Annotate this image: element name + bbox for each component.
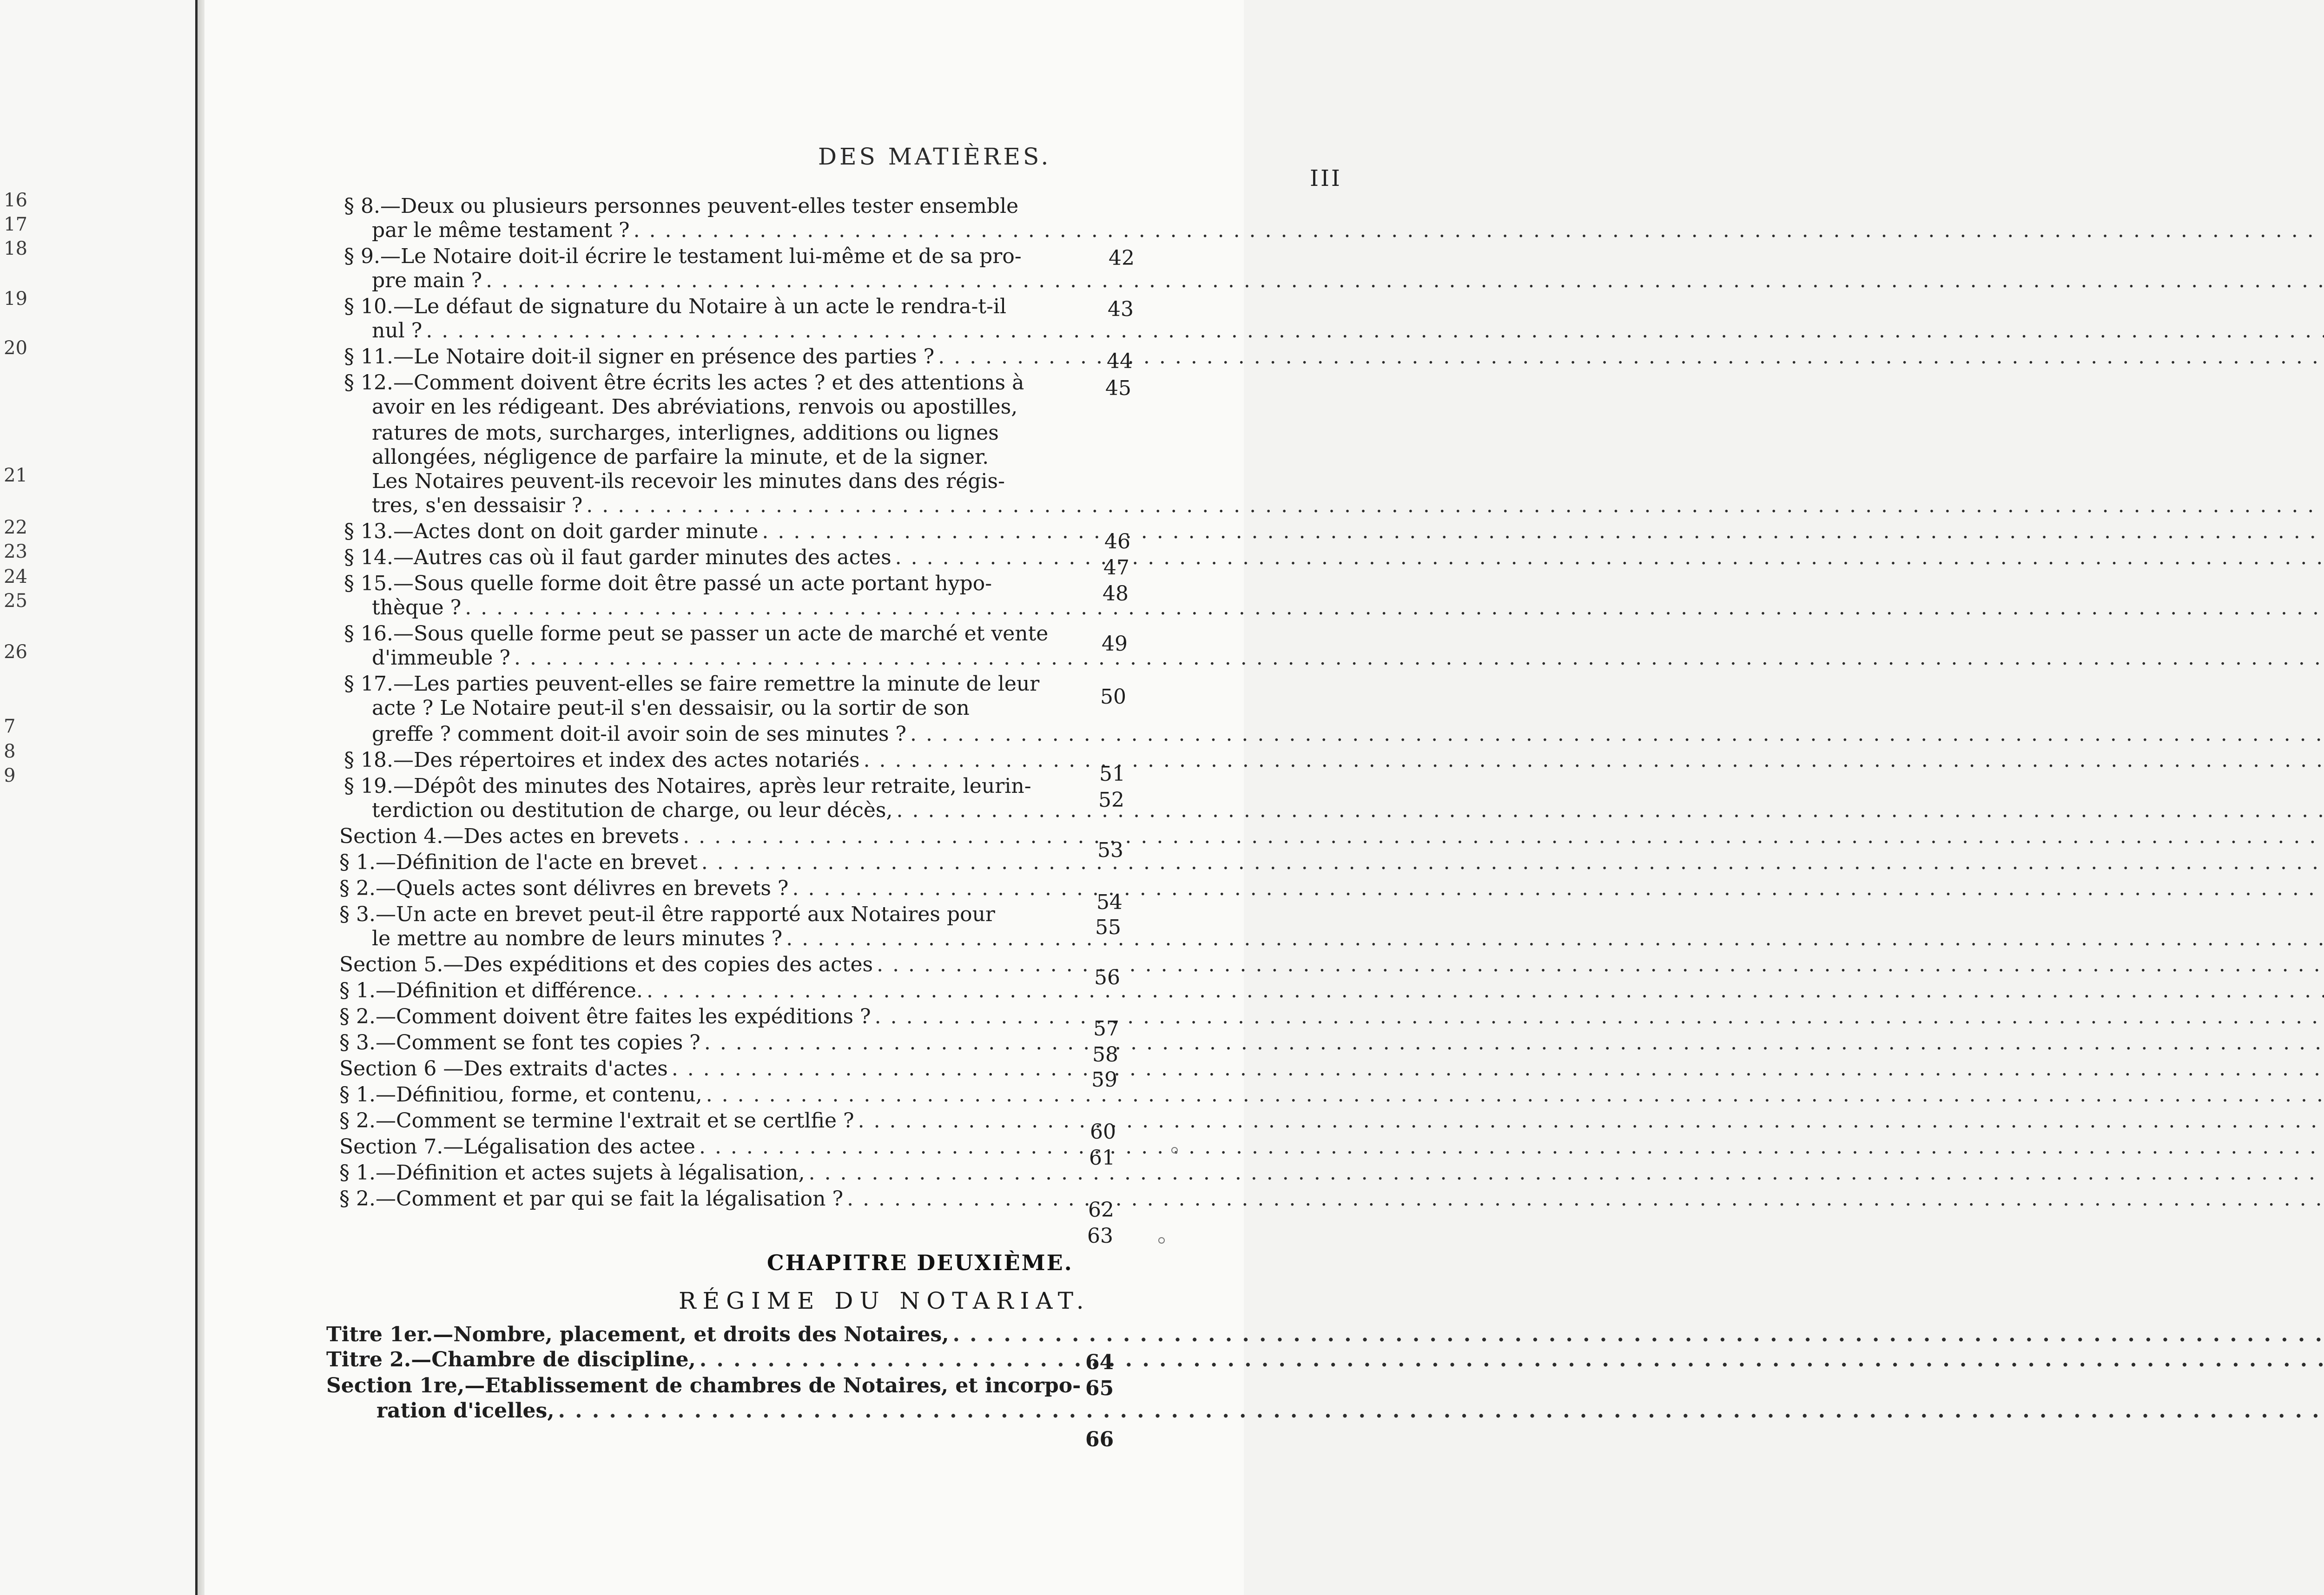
toc-page-number: 58: [1092, 1043, 1118, 1067]
toc-entry: [372, 696, 1078, 720]
toc-entry-text: Section 1re,—Etablissement de chambres de Notaires, et incorpo-: [326, 1374, 1081, 1397]
toc-entry-text: tres, s'en dessaisir ?: [372, 494, 583, 517]
toc-entry: [326, 1323, 1055, 1347]
toc-page-number: 63: [1087, 1224, 1113, 1248]
toc-page-number: 60: [1090, 1120, 1116, 1144]
toc-entry: [339, 979, 1078, 1003]
toc-entry: [339, 1187, 1078, 1211]
toc-entry: [326, 1348, 1055, 1372]
toc-page-number: 65: [1085, 1377, 1114, 1400]
toc-page-number: 46: [1104, 530, 1130, 554]
toc-entry: [372, 494, 1078, 518]
toc-entry: [339, 1031, 1078, 1055]
toc-entry: [339, 1109, 1078, 1133]
left-page-edge: [0, 0, 198, 1595]
toc-entry: [372, 218, 1078, 243]
toc-entry-text: § 3.—Un acte en brevet peut-il être rapporté aux Notaires pour: [339, 903, 995, 926]
toc-entry-text: Section 6 —Des extraits d'actes: [339, 1057, 668, 1081]
toc-entry: [372, 319, 1078, 343]
toc-page-number: 50: [1100, 685, 1126, 709]
toc-entry: [326, 1374, 1081, 1398]
facing-page-number: 9: [4, 765, 16, 786]
toc-page-number: 61: [1089, 1146, 1115, 1170]
toc-entry: [339, 1083, 1078, 1107]
toc-entry-text: § 1.—Définition et différence.: [339, 979, 643, 1002]
dot-leader: [809, 1161, 2324, 1185]
toc-entry-text: terdiction ou destitution de charge, ou leur décès,: [372, 798, 893, 822]
dot-leader: [938, 345, 2324, 369]
facing-page-number: 19: [4, 288, 27, 310]
toc-entry-text: acte ? Le Notaire peut-il s'en dessaisir, ou la sortir de son: [372, 696, 970, 720]
dot-leader: [558, 1399, 2324, 1423]
facing-page-number: 18: [4, 238, 27, 259]
toc-entry: [372, 395, 1078, 419]
toc-entry-text: Titre 2.—Chambre de discipline,: [326, 1348, 696, 1371]
toc-entry: [339, 1005, 1078, 1029]
toc-entry: [344, 520, 1078, 544]
toc-entry-text: greffe ? comment doit-il avoir soin de ses minutes ?: [372, 722, 906, 746]
dot-leader: [700, 1348, 2324, 1372]
dot-leader: [847, 1187, 2324, 1211]
toc-page-number: 64: [1085, 1351, 1114, 1374]
toc-entry: [344, 622, 1078, 646]
toc-page-number: 52: [1098, 788, 1124, 812]
page-folio: III: [1310, 165, 1342, 191]
toc-page-number: 44: [1107, 349, 1133, 373]
toc-entry-text: Les Notaires peuvent-ils recevoir les minutes dans des régis-: [372, 469, 1005, 493]
toc-entry: [372, 469, 1078, 494]
facing-page-number: 21: [4, 465, 27, 486]
toc-entry-text: § 9.—Le Notaire doit-il écrire le testament lui-même et de sa pro-: [344, 244, 1022, 268]
dot-leader: [672, 1057, 2324, 1081]
toc-entry: [339, 903, 1078, 927]
toc-entry-text: Section 4.—Des actes en brevets: [339, 824, 680, 848]
toc-entry-text: § 2.—Quels actes sont délivres en brevets ?: [339, 877, 789, 900]
facing-page-number: 17: [4, 214, 27, 235]
dot-leader: [953, 1323, 2324, 1347]
dot-leader: [699, 1135, 2324, 1159]
toc-entry: [339, 1161, 1078, 1185]
paper-speck: [1158, 1237, 1165, 1244]
toc-entry: [372, 927, 1078, 951]
toc-entry-text: allongées, négligence de parfaire la minute, et de la signer.: [372, 445, 989, 469]
dot-leader: [514, 646, 2324, 670]
dot-leader: [683, 824, 2324, 849]
dot-leader: [647, 979, 2324, 1003]
toc-entry: [372, 269, 1078, 293]
dot-leader: [910, 722, 2324, 746]
dot-leader: [875, 1005, 2324, 1029]
facing-page-number: 26: [4, 641, 27, 663]
toc-entry: [339, 953, 1078, 977]
toc-page-number: 49: [1102, 632, 1128, 656]
facing-page-number: 23: [4, 541, 27, 562]
toc-entry-text: § 15.—Sous quelle forme doit être passé un acte portant hypo-: [344, 572, 992, 595]
toc-entry: [344, 572, 1078, 596]
toc-entry: [344, 244, 1078, 269]
toc-entry: [344, 194, 1078, 218]
dot-leader: [762, 520, 2324, 544]
facing-page-number: 16: [4, 190, 27, 211]
toc-page-number: 57: [1093, 1017, 1119, 1041]
dot-leader: [486, 269, 2324, 293]
toc-entry-text: § 10.—Le défaut de signature du Notaire à un acte le rendra-t-il: [344, 295, 1007, 318]
toc-page-number: 48: [1103, 582, 1129, 606]
toc-entry-text: avoir en les rédigeant. Des abréviations, renvois ou apostilles,: [372, 395, 1018, 419]
toc-entry-text: nul ?: [372, 319, 423, 343]
toc-entry: [344, 546, 1078, 570]
toc-entry-text: § 2.—Comment doivent être faites les expéditions ?: [339, 1005, 871, 1028]
toc-page-number: 53: [1097, 838, 1123, 862]
toc-entry: [372, 722, 1078, 746]
toc-entry: [344, 371, 1078, 395]
toc-entry-text: § 17.—Les parties peuvent-elles se faire remettre la minute de leur: [344, 672, 1040, 696]
dot-leader: [706, 1083, 2324, 1107]
facing-page-number: 24: [4, 566, 27, 587]
toc-entry-text: par le même testament ?: [372, 218, 630, 242]
toc-entry: [376, 1399, 1055, 1423]
toc-entry-text: Section 7.—Légalisation des actee: [339, 1135, 695, 1159]
toc-entry-text: d'immeuble ?: [372, 646, 511, 670]
toc-page-number: 47: [1103, 556, 1129, 580]
facing-page-number: 7: [4, 716, 16, 737]
toc-page-number: 43: [1108, 297, 1134, 321]
toc-entry-text: Titre 1er.—Nombre, placement, et droits des Notaires,: [326, 1323, 949, 1346]
toc-page-number: 45: [1105, 376, 1131, 400]
toc-entry-text: thèque ?: [372, 596, 462, 620]
toc-entry-text: Section 5.—Des expéditions et des copies des actes: [339, 953, 873, 976]
toc-page-number: 62: [1088, 1198, 1114, 1222]
toc-entry-text: § 8.—Deux ou plusieurs personnes peuvent-elles tester ensemble: [344, 194, 1019, 218]
facing-page-number: 8: [4, 741, 16, 762]
toc-page-number: 55: [1095, 916, 1121, 939]
toc-page-number: 66: [1085, 1428, 1114, 1451]
paper-speck: [1171, 1147, 1178, 1153]
toc-entry-text: § 2.—Comment et par qui se fait la légalisation ?: [339, 1187, 844, 1211]
facing-page-number: 20: [4, 337, 27, 359]
chapter-heading: CHAPITRE DEUXIÈME.: [767, 1250, 1073, 1275]
toc-entry: [344, 295, 1078, 319]
toc-entry-text: § 2.—Comment se termine l'extrait et se certlfie ?: [339, 1109, 854, 1133]
toc-entry: [344, 672, 1078, 696]
toc-entry-text: § 19.—Dépôt des minutes des Notaires, après leur retraite, leurin-: [344, 774, 1031, 798]
toc-entry-text: § 14.—Autres cas où il faut garder minutes des actes: [344, 546, 891, 569]
dot-leader: [701, 850, 2324, 875]
dot-leader: [786, 927, 2324, 951]
toc-entry: [339, 1135, 1078, 1159]
toc-entry-text: § 12.—Comment doivent être écrits les actes ? et des attentions à: [344, 371, 1024, 395]
toc-entry: [372, 445, 1078, 469]
toc-entry-text: § 1.—Définition et actes sujets à légalisation,: [339, 1161, 805, 1185]
toc-entry-text: § 11.—Le Notaire doit-il signer en présence des parties ?: [344, 345, 935, 369]
facing-page-number: 25: [4, 590, 27, 612]
toc-entry-text: ratures de mots, surcharges, interlignes, additions ou lignes: [372, 421, 999, 445]
toc-entry: [339, 1057, 1078, 1081]
toc-entry-text: § 3.—Comment se font tes copies ?: [339, 1031, 700, 1055]
toc-entry: [344, 774, 1078, 798]
toc-entry: [372, 646, 1078, 670]
toc-page-number: 51: [1099, 762, 1125, 786]
dot-leader: [586, 494, 2324, 518]
toc-entry-text: ration d'icelles,: [376, 1399, 555, 1423]
toc-entry: [339, 877, 1078, 901]
toc-entry-text: § 13.—Actes dont on doit garder minute: [344, 520, 759, 543]
toc-entry-text: pre main ?: [372, 269, 482, 292]
running-head: DES MATIÈRES.: [818, 143, 1051, 170]
dot-leader: [864, 748, 2324, 772]
toc-entry: [372, 798, 1078, 823]
facing-page-number: 22: [4, 517, 27, 538]
toc-entry: [344, 748, 1078, 772]
toc-entry: [372, 421, 1078, 445]
toc-entry-text: § 1.—Définition de l'acte en brevet: [339, 850, 698, 874]
toc-entry-text: § 1.—Définitiou, forme, et contenu,: [339, 1083, 702, 1107]
toc-page-number: 56: [1094, 966, 1120, 989]
dot-leader: [426, 319, 2324, 343]
toc-entry-text: § 16.—Sous quelle forme peut se passer un acte de marché et vente: [344, 622, 1049, 646]
dot-leader: [634, 218, 2324, 243]
dot-leader: [704, 1031, 2324, 1055]
toc-entry: [339, 824, 1078, 849]
toc-page-number: 42: [1109, 246, 1135, 270]
dot-leader: [465, 596, 2324, 620]
dot-leader: [858, 1109, 2324, 1133]
toc-entry: [339, 850, 1078, 875]
section-heading: RÉGIME DU NOTARIAT.: [679, 1287, 1090, 1314]
dot-leader: [792, 877, 2324, 901]
toc-page: [205, 0, 1342, 1595]
toc-page-number: 59: [1091, 1068, 1117, 1092]
toc-entry-text: § 18.—Des répertoires et index des actes notariés: [344, 748, 860, 772]
toc-page-number: 54: [1096, 890, 1122, 914]
toc-entry: [344, 345, 1078, 369]
toc-entry-text: le mettre au nombre de leurs minutes ?: [372, 927, 783, 950]
toc-entry: [372, 596, 1078, 620]
